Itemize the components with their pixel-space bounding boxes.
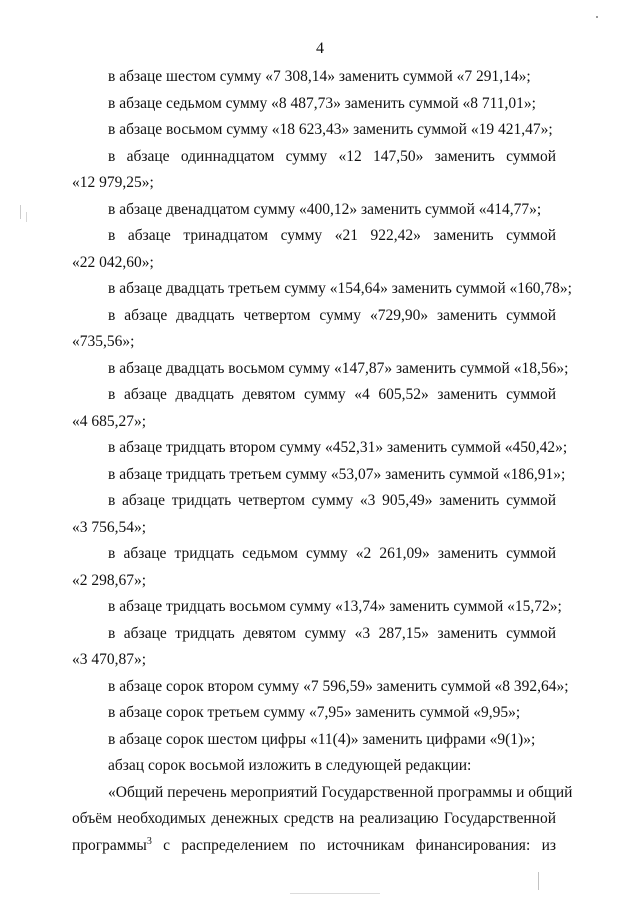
text-line bbox=[72, 837, 556, 855]
text-line: «12 979,25»; bbox=[72, 174, 154, 191]
text-line: объём необходимых денежных средств на реализацию Государственной bbox=[72, 810, 556, 827]
text-line: «Общий перечень мероприятий Государственной программы и общий bbox=[108, 783, 573, 801]
text-line: в абзаце седьмом сумму «8 487,73» заменить суммой «8 711,01»; bbox=[108, 94, 536, 112]
text-line: в абзаце двенадцатом сумму «400,12» заменить суммой «414,77»; bbox=[108, 200, 542, 218]
text-line: в абзаце двадцать девятом сумму «4 605,52» заменить суммой bbox=[108, 386, 556, 403]
scan-speck bbox=[538, 872, 539, 890]
text-line: в абзаце тридцать девятом сумму «3 287,15» заменить суммой bbox=[108, 624, 556, 642]
text-line: в абзаце сорок втором сумму «7 596,59» заменить суммой «8 392,64»; bbox=[108, 677, 569, 695]
text-line: в абзаце тридцать восьмом сумму «13,74» заменить суммой «15,72»; bbox=[108, 598, 562, 615]
text-fragment: с распределением по источникам финансирования: из bbox=[151, 836, 556, 854]
text-line: в абзаце сорок третьем сумму «7,95» заменить суммой «9,95»; bbox=[108, 704, 521, 721]
text-line: в абзаце сорок шестом цифры «11(4)» заменить цифрами «9(1)»; bbox=[108, 730, 536, 748]
text-line: в абзаце двадцать четвертом сумму «729,90» заменить суммой bbox=[108, 306, 556, 324]
text-line: в абзаце двадцать восьмом сумму «147,87» заменить суммой «18,56»; bbox=[108, 359, 569, 377]
text-line: в абзаце восьмом сумму «18 623,43» заменить суммой «19 421,47»; bbox=[108, 121, 553, 138]
text-line: «735,56»; bbox=[72, 333, 135, 350]
text-line: в абзаце тридцать седьмом сумму «2 261,09» заменить суммой bbox=[108, 545, 556, 562]
page-number: 4 bbox=[316, 40, 324, 57]
text-line: в абзаце одиннадцатом сумму «12 147,50» заменить суммой bbox=[108, 147, 556, 165]
text-line: «4 685,27»; bbox=[72, 412, 147, 430]
text-line: в абзаце двадцать третьем сумму «154,64» заменить суммой «160,78»; bbox=[108, 280, 572, 297]
scan-speck bbox=[20, 205, 21, 219]
footnote-marker: 3 bbox=[146, 835, 152, 847]
text-fragment: программы bbox=[72, 836, 147, 854]
text-line: в абзаце тридцать втором сумму «452,31» заменить суммой «450,42»; bbox=[108, 439, 568, 456]
scan-speck bbox=[290, 893, 380, 894]
text-line: в абзаце тридцать третьем сумму «53,07» заменить суммой «186,91»; bbox=[108, 465, 566, 483]
scan-speck bbox=[26, 212, 27, 222]
text-line: абзац сорок восьмой изложить в следующей редакции: bbox=[108, 757, 472, 774]
text-line: в абзаце тридцать четвертом сумму «3 905,49» заменить суммой bbox=[108, 492, 556, 509]
scan-speck bbox=[596, 16, 598, 18]
text-line: в абзаце тринадцатом сумму «21 922,42» заменить суммой bbox=[108, 227, 556, 244]
text-line: «22 042,60»; bbox=[72, 253, 154, 271]
text-line: в абзаце шестом сумму «7 308,14» заменить суммой «7 291,14»; bbox=[108, 68, 531, 85]
text-line: «3 470,87»; bbox=[72, 651, 147, 668]
text-line: «3 756,54»; bbox=[72, 518, 147, 536]
text-line: «2 298,67»; bbox=[72, 571, 147, 589]
